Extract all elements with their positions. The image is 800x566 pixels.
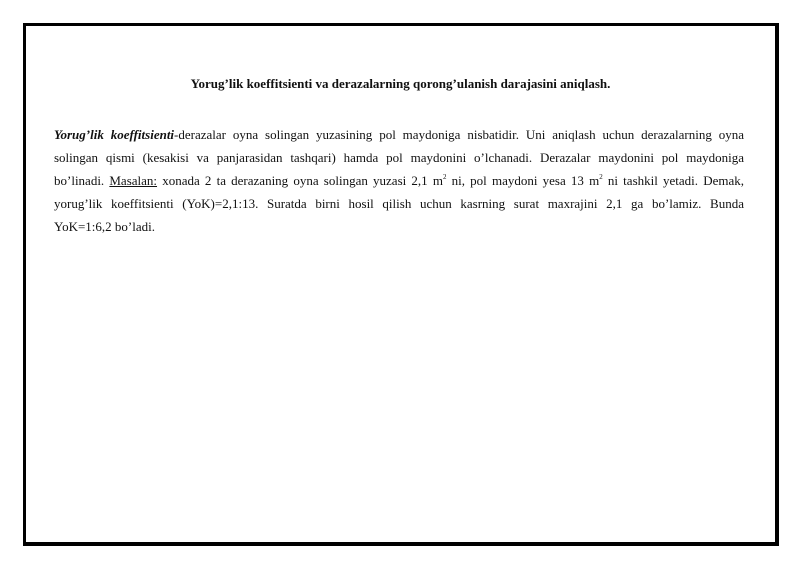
paragraph-line-5: YoK=1:6,2 bo’ladi. (54, 219, 155, 234)
line3-text-b: ni, pol maydoni yesa 13 m (446, 173, 600, 188)
line3-text-a: xonada 2 ta derazaning oyna solingan yuzasi 2,1 m (157, 173, 443, 188)
page-border-frame (23, 23, 779, 546)
line3-text-c: ni tashkil yetadi. Demak, (602, 173, 745, 188)
paragraph-line-1 (54, 123, 744, 146)
line3-start-text: bo’linadi. (54, 173, 105, 188)
body-paragraph (54, 123, 744, 238)
superscript-squared-1: 2 (442, 173, 447, 181)
superscript-squared-2: 2 (599, 173, 603, 181)
defined-term: Yorug’lik koeffitsienti (54, 127, 175, 142)
document-title: Yorug’lik koeffitsienti va derazalarning qorong’ulanish darajasini aniqlash. (190, 76, 611, 91)
paragraph-line-3 (54, 169, 744, 192)
paragraph-line-2: solingan qismi (kesakisi va panjarasidan tashqari) hamda pol maydonini o’lchanadi. Derazalar maydonini pol maydoniga (54, 150, 744, 165)
definition-text: -derazalar oyna solingan yuzasining pol maydoniga nisbatidir. Uni aniqlash uchun derazalarning oyna (174, 127, 745, 142)
paragraph-line-4: yorug’lik koeffitsienti (YoK)=2,1:13. Suratda birni hosil qilish uchun kasrning surat maxrajini 2,1 ga bo’lamiz. Bunda (54, 196, 744, 211)
example-label: Masalan: (109, 173, 158, 188)
